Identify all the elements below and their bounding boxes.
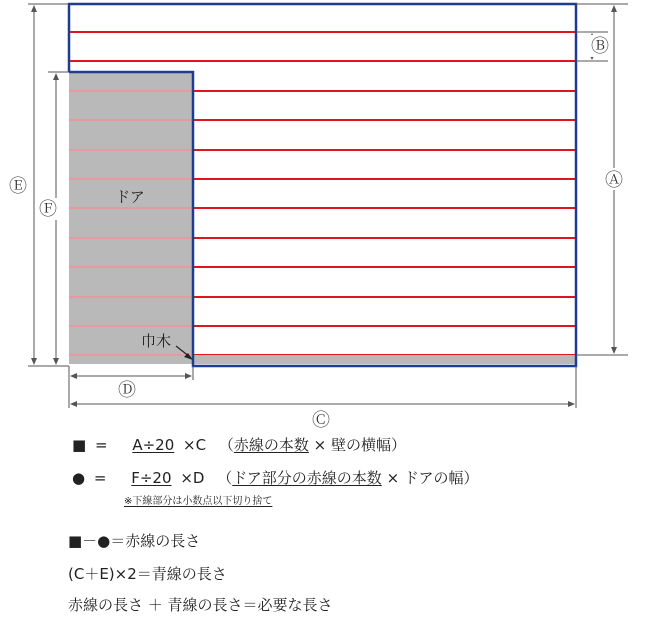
- result-red-length: ■－●＝赤線の長さ: [68, 532, 201, 550]
- door-label: ドア: [115, 188, 145, 206]
- label-a: Ⓐ: [605, 170, 623, 191]
- square-times: ×C: [183, 436, 207, 454]
- door: [69, 72, 193, 364]
- circle-bullet: ●: [72, 469, 86, 487]
- result-total-length: 赤線の長さ ＋ 青線の長さ＝必要な長さ: [68, 596, 333, 614]
- circle-eq: =: [93, 469, 107, 487]
- label-c: Ⓒ: [312, 410, 330, 430]
- circle-note-rest: × ドアの幅: [386, 469, 464, 487]
- footnote: ※下線部分は小数点以下切り捨て: [124, 496, 273, 507]
- formula-square: [72, 434, 406, 455]
- label-d: Ⓓ: [118, 380, 136, 401]
- baseboard-strip: [193, 355, 576, 364]
- baseboard-label: 巾木: [140, 332, 172, 350]
- label-b: Ⓑ: [591, 36, 609, 57]
- circle-paren-close: ）: [463, 469, 479, 487]
- square-bullet: ■: [72, 436, 87, 454]
- formula-circle: [72, 467, 478, 488]
- square-paren-open: （: [218, 436, 234, 454]
- result-blue-length: (C＋E)×2＝青線の長さ: [68, 565, 227, 583]
- square-paren-close: ）: [391, 436, 407, 454]
- square-eq: =: [94, 436, 108, 454]
- circle-ratio: F÷20: [131, 469, 172, 487]
- label-e: Ⓔ: [9, 176, 27, 197]
- label-f: Ⓕ: [39, 199, 57, 220]
- square-ratio: A÷20: [132, 436, 175, 454]
- circle-paren-open: （: [217, 469, 233, 487]
- square-note-underlined: 赤線の本数: [233, 436, 309, 454]
- square-note-rest: × 壁の横幅: [313, 436, 392, 454]
- circle-note-underlined: ドア部分の赤線の本数: [232, 469, 382, 487]
- circle-times: ×D: [180, 469, 205, 487]
